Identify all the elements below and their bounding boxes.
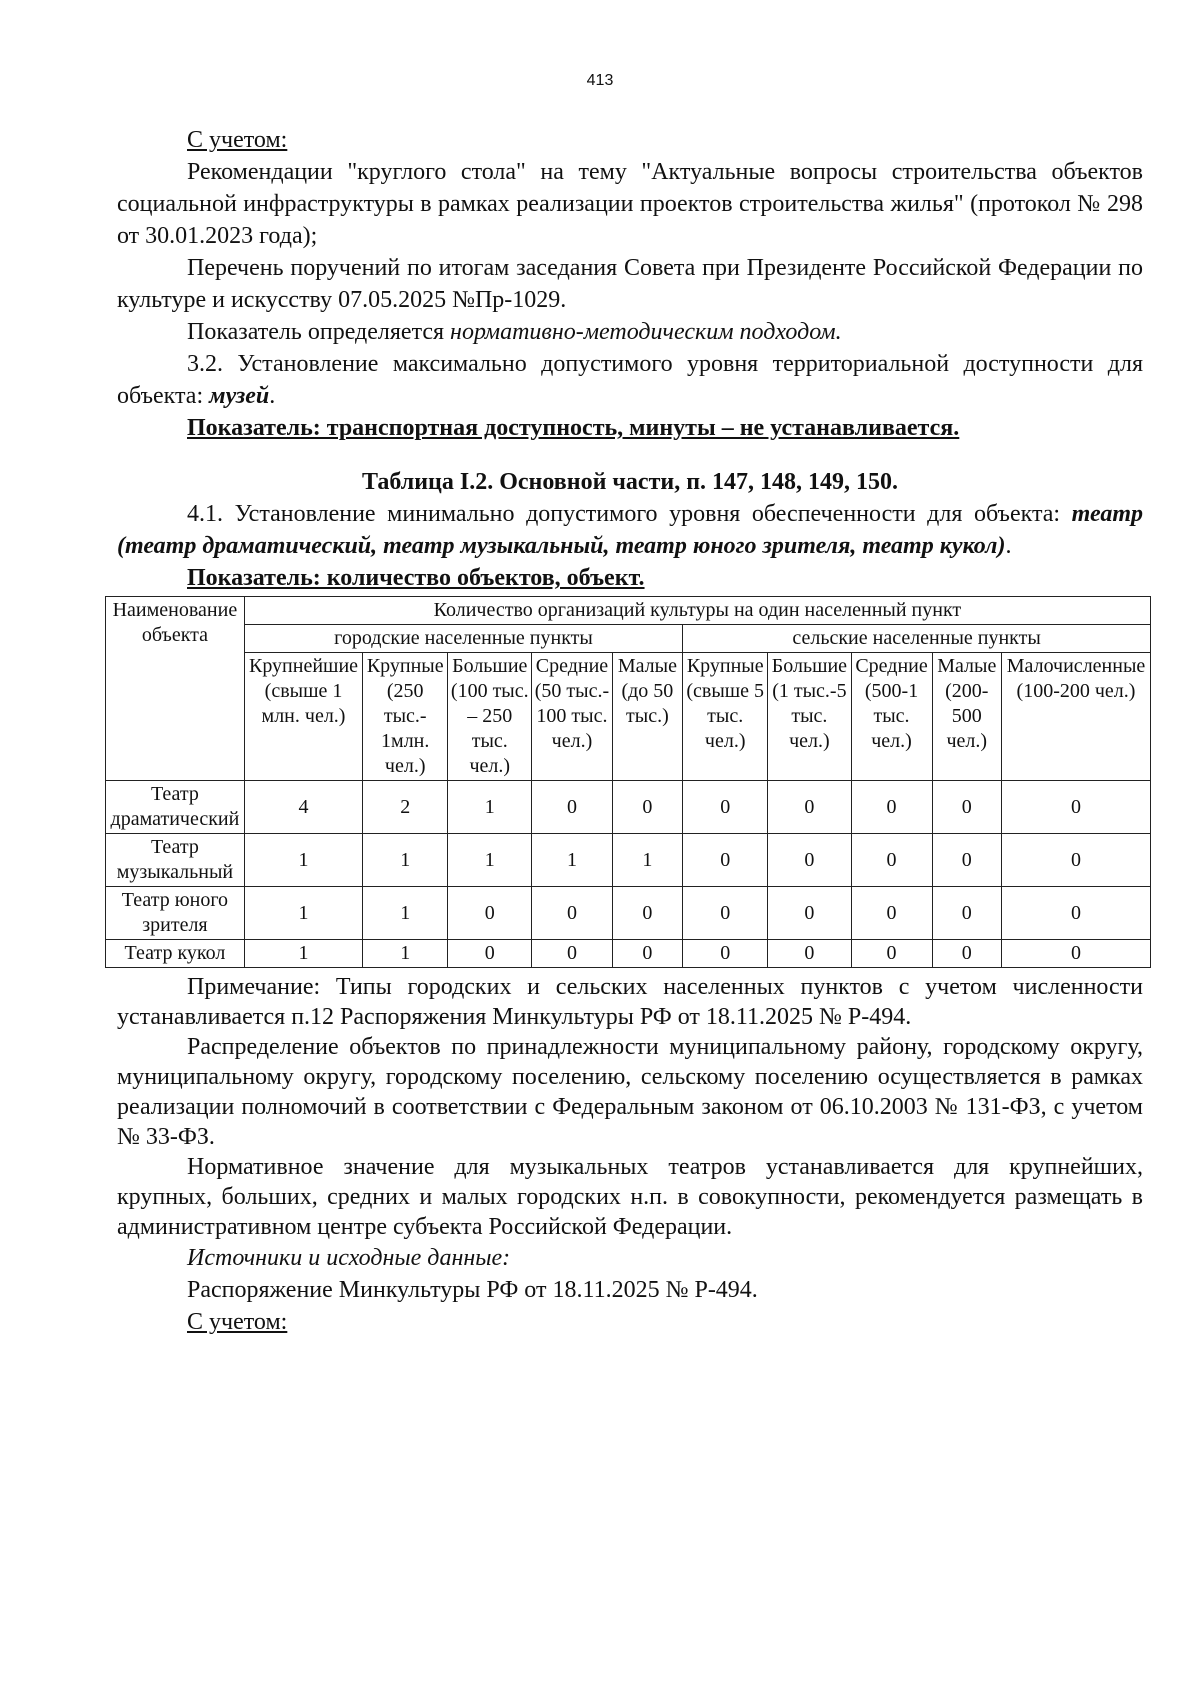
- table-cell: 1: [532, 834, 612, 887]
- table-cell: 0: [851, 781, 932, 834]
- header-urban-group: городские населенные пункты: [244, 625, 682, 653]
- sources-heading: [117, 1242, 1143, 1274]
- table-cell: 0: [851, 940, 932, 968]
- table-cell: 0: [532, 940, 612, 968]
- table-cell: 0: [1002, 781, 1151, 834]
- table-cell: 1: [612, 834, 683, 887]
- table-cell: 0: [448, 940, 532, 968]
- table-cell: 1: [244, 940, 362, 968]
- table-cell: 0: [932, 887, 1002, 940]
- note-paragraph: Примечание: Типы городских и сельских населенных пунктов с учетом численности устанавливается п.12 Распоряжения Минкультуры РФ от 18.11.2025 № Р-494.: [117, 974, 1143, 1030]
- table-cell: 0: [768, 834, 851, 887]
- col-header: Малые (200-500 чел.): [932, 653, 1002, 781]
- table-cell: 0: [683, 781, 768, 834]
- col-header: Малочисленные (100-200 чел.): [1002, 653, 1151, 781]
- table-cell: 0: [1002, 887, 1151, 940]
- table-row-youth: [106, 887, 1151, 940]
- table-cell: 0: [768, 940, 851, 968]
- table-cell: 0: [612, 940, 683, 968]
- page-content: [110, 124, 1146, 1338]
- spacer: [117, 444, 1143, 466]
- table-cell: 0: [683, 834, 768, 887]
- row-name: Театр юного зрителя: [106, 887, 245, 940]
- recommendation-paragraph: Рекомендации "круглого стола" на тему "Актуальные вопросы строительства объектов социальной инфраструктуры в рамках реализации проектов строительства жилья" (протокол № 298 от 30.01.2023 года);: [117, 159, 1143, 249]
- table-cell: 2: [363, 781, 448, 834]
- table-cell: 0: [851, 887, 932, 940]
- table-row-drama: [106, 781, 1151, 834]
- instructions-paragraph: Перечень поручений по итогам заседания Совета при Президенте Российской Федерации по культуре и искусству 07.05.2025 №Пр-1029.: [117, 255, 1143, 313]
- indicator-method-italic: нормативно-методическим подходом.: [450, 319, 842, 345]
- section-3-2-paragraph: [117, 348, 1143, 412]
- table-cell: 1: [448, 781, 532, 834]
- distribution-paragraph: Распределение объектов по принадлежности муниципальному району, городскому округу, муниципальному округу, городскому поселению, сельскому поселению осуществляется в рамках реализации полномочий в соответствии с Федеральным законом от 06.10.2003 № 131-ФЗ, с учетом № 33-ФЗ.: [117, 1034, 1143, 1150]
- table-cell: 0: [612, 887, 683, 940]
- col-header: Крупные (свыше 5 тыс. чел.): [683, 653, 768, 781]
- col-header: Средние (500-1 тыс. чел.): [851, 653, 932, 781]
- col-header: Малые (до 50 тыс.): [612, 653, 683, 781]
- table-cell: 1: [363, 940, 448, 968]
- table-cell: 0: [532, 781, 612, 834]
- table-cell: 1: [244, 834, 362, 887]
- row-name: Театр драматический: [106, 781, 245, 834]
- page-number: 413: [586, 72, 614, 89]
- indicator-method-paragraph: [117, 316, 1143, 348]
- col-header: Крупные (250 тыс.- 1млн. чел.): [363, 653, 448, 781]
- table-row-puppet: [106, 940, 1151, 968]
- col-header: Большие (1 тыс.-5 тыс. чел.): [768, 653, 851, 781]
- table-cell: 0: [683, 887, 768, 940]
- row-name: Театр кукол: [106, 940, 245, 968]
- col-header: Большие (100 тыс. – 250 тыс. чел.): [448, 653, 532, 781]
- table-cell: 0: [932, 781, 1002, 834]
- table-row-musical: [106, 834, 1151, 887]
- table-header-row-2: [106, 625, 1151, 653]
- section-3-2-prefix: 3.2. Установление максимально допустимого уровня территориальной доступности для объекта:: [117, 351, 1143, 409]
- normative-paragraph: Нормативное значение для музыкальных театров устанавливается для крупнейших, крупных, больших, средних и малых городских н.п. в совокупности, рекомендуется размещать в административном центре субъекта Российской Федерации.: [117, 1154, 1143, 1240]
- table-cell: 4: [244, 781, 362, 834]
- table-cell: 0: [932, 834, 1002, 887]
- transport-indicator: Показатель: транспортная доступность, минуты – не устанавливается.: [187, 415, 960, 441]
- table-cell: 0: [532, 887, 612, 940]
- section-3-2-suffix: .: [269, 383, 276, 409]
- table-cell: 1: [363, 887, 448, 940]
- table-cell: 0: [851, 834, 932, 887]
- s-uchetom-heading: С учетом:: [187, 127, 288, 153]
- theater-table: [105, 596, 1151, 968]
- table-cell: 1: [244, 887, 362, 940]
- table-cell: 0: [932, 940, 1002, 968]
- section-4-1-object: театр (театр драматический, театр музыкальный, театр юного зрителя, театр кукол): [117, 501, 1143, 559]
- count-indicator: Показатель: количество объектов, объект.: [187, 565, 645, 591]
- table-cell: 0: [1002, 940, 1151, 968]
- table-title: Таблица I.2. Основной части, п. 147, 148, 149, 150.: [361, 469, 899, 495]
- header-count: Количество организаций культуры на один населенный пункт: [244, 597, 1150, 625]
- header-object-name: Наименование объекта: [106, 597, 245, 781]
- table-cell: 0: [612, 781, 683, 834]
- table-cell: 0: [768, 781, 851, 834]
- table-cell: 0: [683, 940, 768, 968]
- section-4-1-suffix: .: [1005, 533, 1012, 559]
- section-4-1-prefix: 4.1. Установление минимально допустимого уровня обеспеченности для объекта:: [187, 501, 1072, 527]
- section-3-2-object: музей: [209, 383, 270, 409]
- header-rural-group: сельские населенные пункты: [683, 625, 1151, 653]
- table-cell: 1: [448, 834, 532, 887]
- sources-heading-text: Источники и исходные данные:: [187, 1245, 511, 1271]
- table-header-row-3: [106, 653, 1151, 781]
- col-header: Средние (50 тыс.- 100 тыс. чел.): [532, 653, 612, 781]
- table-cell: 0: [1002, 834, 1151, 887]
- row-name: Театр музыкальный: [106, 834, 245, 887]
- order-reference: Распоряжение Минкультуры РФ от 18.11.2025 № Р-494.: [187, 1277, 758, 1303]
- table-header-row-1: [106, 597, 1151, 625]
- section-4-1-paragraph: [117, 498, 1143, 562]
- table-cell: 0: [448, 887, 532, 940]
- table-cell: 0: [768, 887, 851, 940]
- col-header: Крупнейшие (свыше 1 млн. чел.): [244, 653, 362, 781]
- s-uchetom-heading-2: С учетом:: [187, 1309, 288, 1335]
- table-cell: 1: [363, 834, 448, 887]
- indicator-method-prefix: Показатель определяется: [187, 319, 451, 345]
